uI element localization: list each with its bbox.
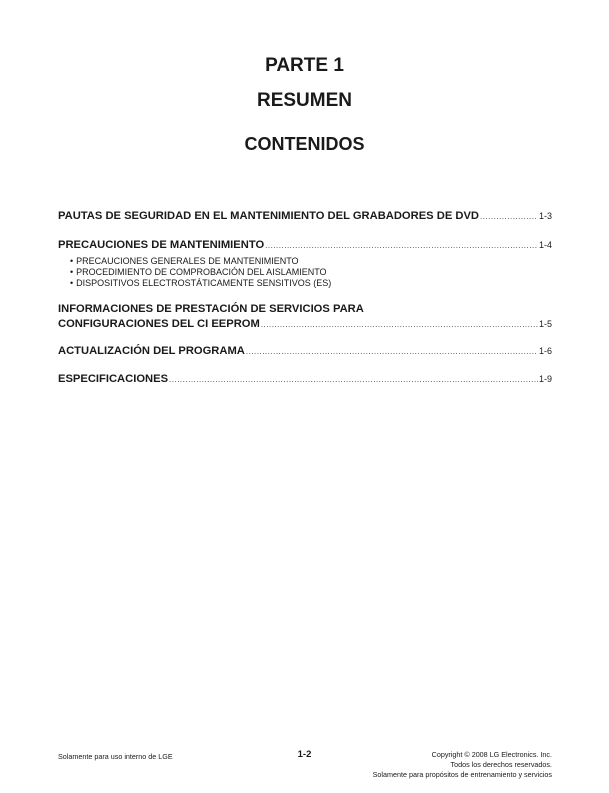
dot-leader	[169, 373, 538, 387]
toc-entry-specs[interactable]	[58, 372, 552, 387]
contents-heading: CONTENIDOS	[244, 134, 365, 154]
dot-leader	[265, 239, 538, 253]
dot-leader	[246, 345, 538, 359]
table-of-contents	[58, 209, 552, 387]
part-heading: PARTE 1	[265, 55, 344, 76]
section-heading: RESUMEN	[256, 90, 352, 111]
toc-page-number: 1-9	[538, 374, 552, 384]
toc-subitem: • DISPOSITIVOS ELECTROSTÁTICAMENTE SENSITIVOS (ES)	[70, 278, 332, 288]
toc-entry-title-line1: INFORMACIONES DE PRESTACIÓN DE SERVICIOS PARA	[58, 303, 364, 315]
toc-subitem: • PRECAUCIONES GENERALES DE MANTENIMIENTO	[70, 256, 299, 266]
rights-line: Todos los derechos reservados.	[450, 760, 552, 769]
bullet-icon: •	[70, 256, 74, 266]
toc-entry-title: PAUTAS DE SEGURIDAD EN EL MANTENIMIENTO DEL GRABADORES DE DVD	[58, 210, 480, 222]
toc-entry-update[interactable]	[58, 344, 552, 359]
bullet-icon: •	[70, 278, 74, 288]
toc-page-number: 1-6	[538, 346, 552, 356]
bullet-icon: •	[70, 267, 74, 277]
toc-page-number: 1-3	[538, 211, 552, 221]
toc-entry-title: PRECAUCIONES DE MANTENIMIENTO	[58, 239, 265, 251]
toc-entry-precautions[interactable]	[58, 238, 552, 289]
footer-internal-use: Solamente para uso interno de LGE	[58, 752, 173, 761]
dot-leader	[261, 318, 538, 332]
toc-entry-eeprom[interactable]	[58, 301, 552, 332]
toc-entry-title: CONFIGURACIONES DEL CI EEPROM	[58, 318, 260, 330]
toc-page-number: 1-4	[538, 240, 552, 250]
toc-entry-safety[interactable]	[58, 209, 552, 224]
toc-subitem: • PROCEDIMIENTO DE COMPROBACIÓN DEL AISLAMIENTO	[70, 267, 327, 277]
purpose-line: Solamente para propósitos de entrenamiento y servicios	[372, 770, 552, 779]
toc-entry-title: ACTUALIZACIÓN DEL PROGRAMA	[58, 345, 245, 357]
toc-subitems	[70, 256, 552, 289]
toc-page-number: 1-5	[538, 319, 552, 329]
copyright-line: Copyright © 2008 LG Electronics. Inc.	[431, 750, 552, 759]
toc-entry-title: ESPECIFICACIONES	[58, 373, 169, 385]
dot-leader	[480, 210, 538, 224]
footer-copyright	[373, 750, 552, 780]
footer-page-number: 1-2	[297, 749, 312, 760]
